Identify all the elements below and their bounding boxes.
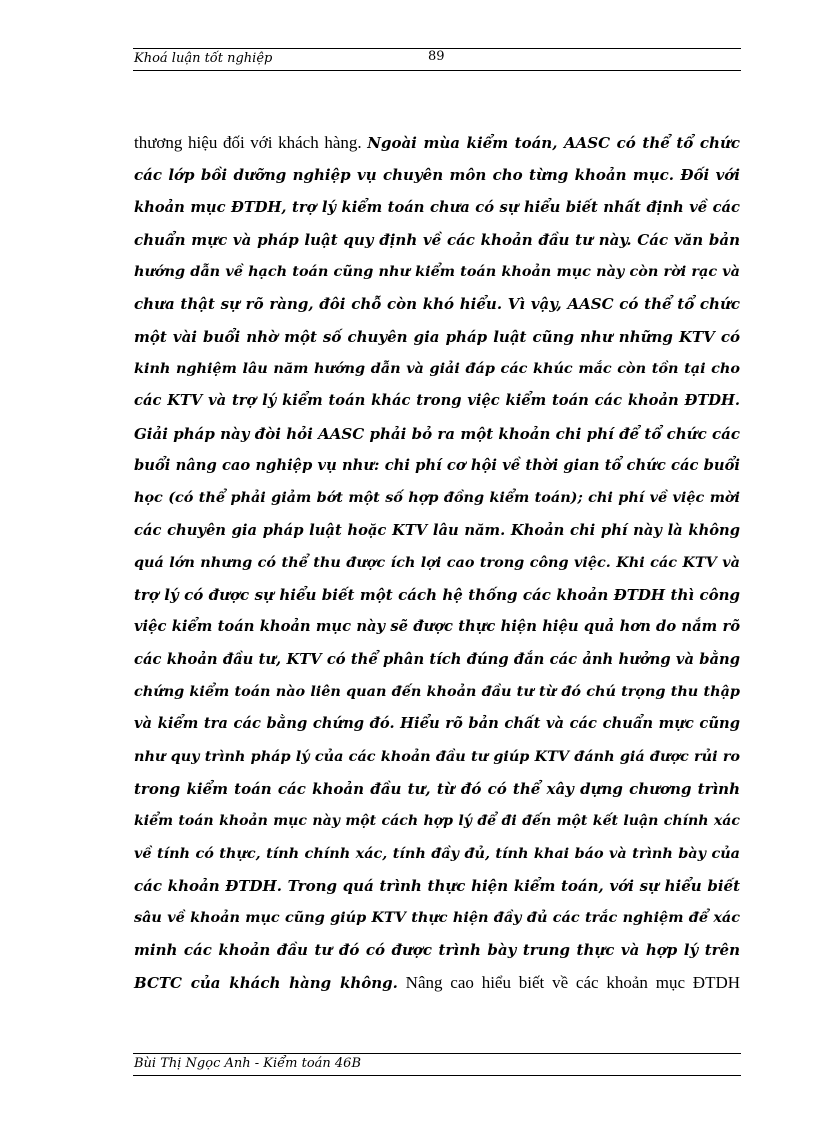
footer-rule-bottom (133, 1075, 741, 1076)
body-line: các chuyên gia pháp luật hoặc KTV lâu năm. Khoản chi phí này là không (134, 521, 740, 539)
page-number: 89 (428, 49, 445, 64)
body-line: quá lớn nhưng có thể thu được ích lợi cao trong công việc. Khi các KTV và (134, 553, 740, 571)
body-line: học (có thể phải giảm bớt một số hợp đồng kiểm toán); chi phí về việc mời (134, 489, 740, 507)
body-line: trong kiểm toán các khoản đầu tư, từ đó có thể xây dựng chương trình (134, 779, 740, 798)
body-paragraph (134, 129, 740, 1001)
body-line: kinh nghiệm lâu năm hướng dẫn và giải đáp các khúc mắc còn tồn tại cho (134, 360, 740, 378)
body-line: buổi nâng cao nghiệp vụ như: chi phí cơ hội về thời gian tổ chức các buổi (134, 456, 740, 474)
body-text-normal: Nâng cao hiểu biết về các khoản mục ĐTDH (397, 972, 741, 992)
body-text-normal: thương hiệu đối với khách hàng. (134, 133, 368, 152)
body-line: trợ lý có được sự hiểu biết một cách hệ thống các khoản ĐTDH thì công (134, 586, 740, 605)
body-line: Giải pháp này đòi hỏi AASC phải bỏ ra một khoản chi phí để tổ chức các (134, 424, 740, 443)
body-line: các lớp bồi dưỡng nghiệp vụ chuyên môn cho từng khoản mục. Đối với (134, 166, 740, 185)
body-line: các khoản ĐTDH. Trong quá trình thực hiện kiểm toán, với sự hiểu biết (134, 876, 740, 895)
body-line: việc kiểm toán khoản mục này sẽ được thực hiện hiệu quả hơn do nắm rõ (134, 618, 740, 636)
body-line: chứng kiểm toán nào liên quan đến khoản đầu tư từ đó chú trọng thu thập (134, 683, 740, 701)
footer-rule-top (133, 1053, 741, 1054)
header-rule-bottom (133, 70, 741, 71)
header-title: Khoá luận tốt nghiệp (134, 51, 273, 66)
body-line: sâu về khoản mục cũng giúp KTV thực hiện đầy đủ các trắc nghiệm để xác (134, 909, 740, 927)
body-text-bold: Ngoài mùa kiểm toán, AASC có thể tổ chức (367, 134, 740, 152)
body-line: minh các khoản đầu tư đó có được trình bày trung thực và hợp lý trên (134, 941, 740, 960)
body-line: về tính có thực, tính chính xác, tính đầy đủ, tính khai báo và trình bày của (134, 844, 740, 862)
body-line: các khoản đầu tư, KTV có thể phân tích đúng đắn các ảnh hưởng và bằng (134, 650, 740, 668)
body-line (134, 969, 740, 1001)
body-line: hướng dẫn về hạch toán cũng như kiểm toán khoản mục này còn rời rạc và (134, 263, 740, 281)
body-text-bold: BCTC của khách hàng không. (134, 973, 398, 992)
body-line: kiểm toán khoản mục này một cách hợp lý để đi đến một kết luận chính xác (134, 813, 740, 830)
footer-author: Bùi Thị Ngọc Anh - Kiểm toán 46B (134, 1056, 362, 1071)
body-line: chưa thật sự rõ ràng, đôi chỗ còn khó hiểu. Vì vậy, AASC có thể tổ chức (134, 295, 740, 314)
body-line: và kiểm tra các bằng chứng đó. Hiểu rõ bản chất và các chuẩn mực cũng (134, 715, 740, 733)
body-line (134, 129, 740, 161)
body-line: như quy trình pháp lý của các khoản đầu tư giúp KTV đánh giá được rủi ro (134, 747, 740, 765)
body-line: khoản mục ĐTDH, trợ lý kiểm toán chưa có sự hiểu biết nhất định về các (134, 198, 740, 216)
body-line: một vài buổi nhờ một số chuyên gia pháp luật cũng như những KTV có (134, 327, 740, 346)
body-line: các KTV và trợ lý kiểm toán khác trong việc kiểm toán các khoản ĐTDH. (134, 392, 740, 410)
body-line: chuẩn mực và pháp luật quy định về các khoản đầu tư này. Các văn bản (134, 230, 740, 249)
